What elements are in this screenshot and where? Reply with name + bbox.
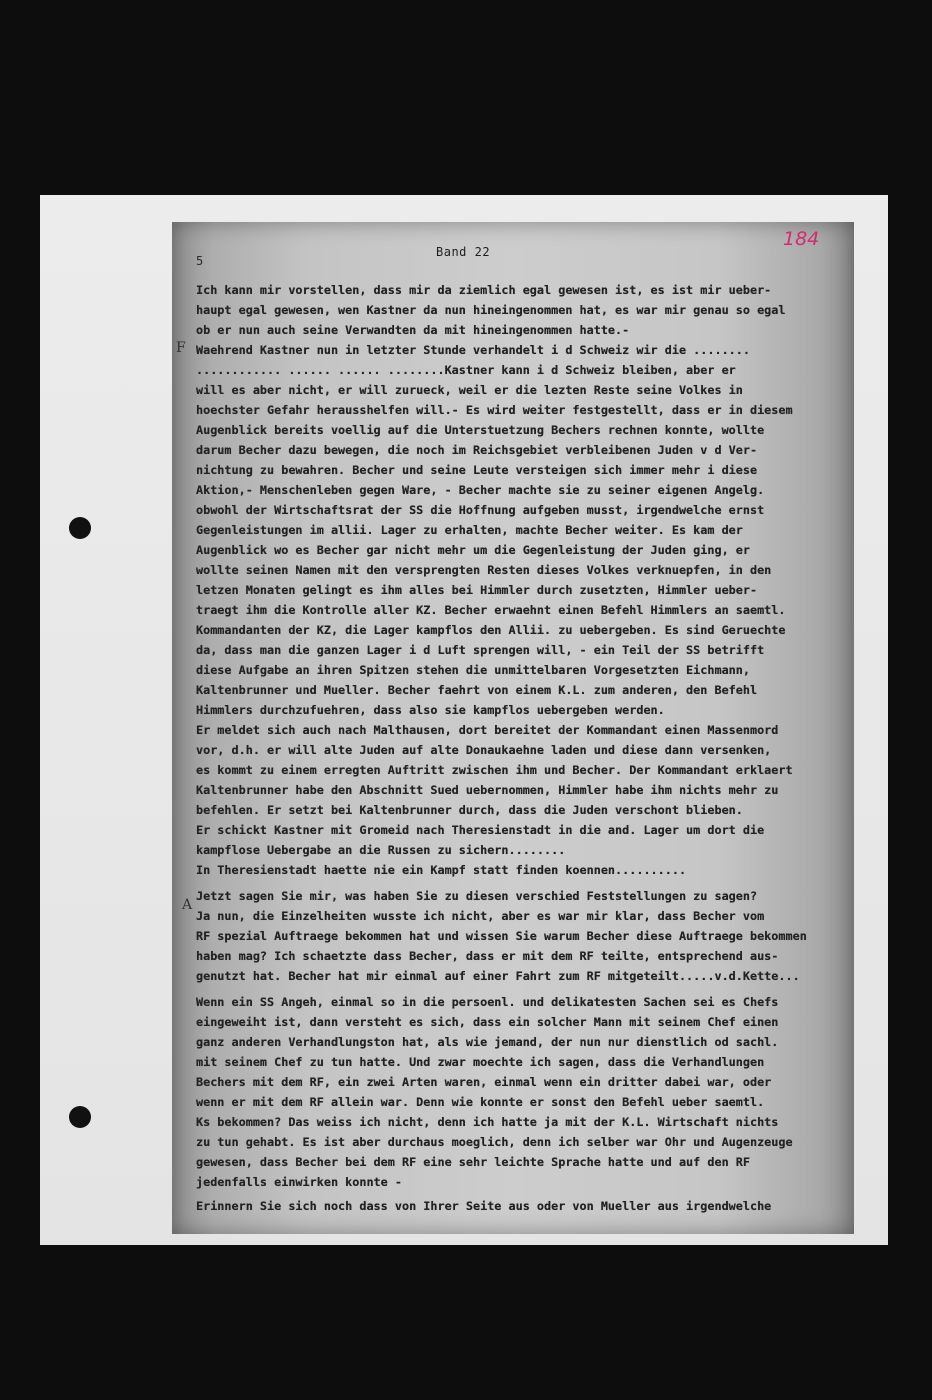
text-line: wollte seinen Namen mit den versprengten Resten dieses Volkes verknuepfen, in den xyxy=(196,563,772,577)
text-line: RF spezial Auftraege bekommen hat und wissen Sie warum Becher diese Auftraege bekommen xyxy=(196,929,807,943)
punch-hole-top xyxy=(69,517,91,539)
text-line: Kaltenbrunner und Mueller. Becher faehrt von einem K.L. zum anderen, den Befehl xyxy=(196,683,758,697)
text-line: kampflose Uebergabe an die Russen zu sichern........ xyxy=(196,843,566,857)
text-line: Waehrend Kastner nun in letzter Stunde verhandelt i d Schweiz wir die ........ xyxy=(196,343,750,357)
text-line: da, dass man die ganzen Lager i d Luft sprengen will, - ein Teil der SS betrifft xyxy=(196,643,765,657)
text-line: Ich kann mir vorstellen, dass mir da ziemlich egal gewesen ist, es ist mir ueber- xyxy=(196,283,772,297)
margin-mark-f: F xyxy=(176,340,186,356)
text-line: ob er nun auch seine Verwandten da mit hineingenommen hatte.- xyxy=(196,323,630,337)
text-line: Aktion,- Menschenleben gegen Ware, - Becher machte sie zu seiner eigenen Angelg. xyxy=(196,483,765,497)
text-line: Kommandanten der KZ, die Lager kampflos den Allii. zu uebergeben. Es sind Geruechte xyxy=(196,623,786,637)
text-line: haupt egal gewesen, wen Kastner da nun hineingenommen hat, es war mir genau so egal xyxy=(196,303,786,317)
punch-hole-bottom xyxy=(69,1106,91,1128)
band-title: Band 22 xyxy=(436,245,491,259)
text-line: Erinnern Sie sich noch dass von Ihrer Seite aus oder von Mueller aus irgendwelche xyxy=(196,1199,772,1213)
margin-mark-a: A xyxy=(182,897,193,913)
text-line: In Theresienstadt haette nie ein Kampf statt finden koennen.......... xyxy=(196,863,687,877)
text-line: ............ ...... ...... ........Kastner kann i d Schweiz bleiben, aber er xyxy=(196,363,736,377)
text-line: traegt ihm die Kontrolle aller KZ. Becher erwaehnt einen Befehl Himmlers an saemtl. xyxy=(196,603,786,617)
folio-number: 184 xyxy=(783,228,820,250)
text-line: befehlen. Er setzt bei Kaltenbrunner durch, dass die Juden verschont blieben. xyxy=(196,803,743,817)
text-line: Ks bekommen? Das weiss ich nicht, denn ich hatte ja mit der K.L. Wirtschaft nichts xyxy=(196,1115,779,1129)
text-line: darum Becher dazu bewegen, die noch im Reichsgebiet verbleibenen Juden v d Ver- xyxy=(196,443,758,457)
text-line: Augenblick bereits voellig auf die Unterstuetzung Bechers rechnen konnte, wollte xyxy=(196,423,765,437)
text-line: hoechster Gefahr herausshelfen will.- Es wird weiter festgestellt, dass er in diesem xyxy=(196,403,793,417)
text-line: obwohl der Wirtschaftsrat der SS die Hoffnung aufgeben musst, irgendwelche ernst xyxy=(196,503,765,517)
text-line: Gegenleistungen im allii. Lager zu erhalten, machte Becher weiter. Es kam der xyxy=(196,523,743,537)
text-line: eingeweiht ist, dann versteht es sich, dass ein solcher Mann mit seinem Chef einen xyxy=(196,1015,779,1029)
text-line: gewesen, dass Becher bei dem RF eine sehr leichte Sprache hatte und auf den RF xyxy=(196,1155,750,1169)
text-line: will es aber nicht, er will zurueck, weil er die lezten Reste seine Volkes in xyxy=(196,383,743,397)
text-line: Bechers mit dem RF, ein zwei Arten waren, einmal wenn ein dritter dabei war, oder xyxy=(196,1075,772,1089)
text-line: genutzt hat. Becher hat mir einmal auf einer Fahrt zum RF mitgeteilt.....v.d.Kette... xyxy=(196,969,800,983)
text-line: Er schickt Kastner mit Gromeid nach Theresienstadt in die and. Lager um dort die xyxy=(196,823,765,837)
text-line: Er meldet sich auch nach Malthausen, dort bereitet der Kommandant einen Massenmord xyxy=(196,723,779,737)
text-line: Himmlers durchzufuehren, dass also sie kampflos uebergeben werden. xyxy=(196,703,665,717)
text-line: wenn er mit dem RF allein war. Denn wie konnte er sonst den Befehl ueber saemtl. xyxy=(196,1095,765,1109)
text-line: letzen Monaten gelingt es ihm alles bei Himmler durch zusetzten, Himmler ueber- xyxy=(196,583,758,597)
text-line: zu tun gehabt. Es ist aber durchaus moeglich, denn ich selber war Ohr und Augenzeuge xyxy=(196,1135,793,1149)
text-line: Augenblick wo es Becher gar nicht mehr um die Gegenleistung der Juden ging, er xyxy=(196,543,750,557)
text-line: nichtung zu bewahren. Becher und seine Leute versteigen sich immer mehr i diese xyxy=(196,463,758,477)
text-line: vor, d.h. er will alte Juden auf alte Donaukaehne laden und diese dann versenken, xyxy=(196,743,772,757)
text-line: ganz anderen Verhandlungston hat, als wie jemand, der nun nur dienstlich od sachl. xyxy=(196,1035,779,1049)
text-line: jedenfalls einwirken konnte - xyxy=(196,1175,402,1189)
text-line: Ja nun, die Einzelheiten wusste ich nicht, aber es war mir klar, dass Becher vom xyxy=(196,909,765,923)
text-line: Wenn ein SS Angeh, einmal so in die persoenl. und delikatesten Sachen sei es Chefs xyxy=(196,995,779,1009)
page-number: 5 xyxy=(196,254,204,268)
text-line: haben mag? Ich schaetzte dass Becher, dass er mit dem RF teilte, entsprechend aus- xyxy=(196,949,779,963)
text-line: mit seinem Chef zu tun hatte. Und zwar moechte ich sagen, dass die Verhandlungen xyxy=(196,1055,765,1069)
text-line: Kaltenbrunner habe den Abschnitt Sued uebernommen, Himmler habe ihm nichts mehr zu xyxy=(196,783,779,797)
text-line: Jetzt sagen Sie mir, was haben Sie zu diesen verschied Feststellungen zu sagen? xyxy=(196,889,758,903)
text-line: diese Aufgabe an ihren Spitzen stehen die unmittelbaren Vorgesetzten Eichmann, xyxy=(196,663,750,677)
text-line: es kommt zu einem erregten Auftritt zwischen ihm und Becher. Der Kommandant erklaert xyxy=(196,763,793,777)
